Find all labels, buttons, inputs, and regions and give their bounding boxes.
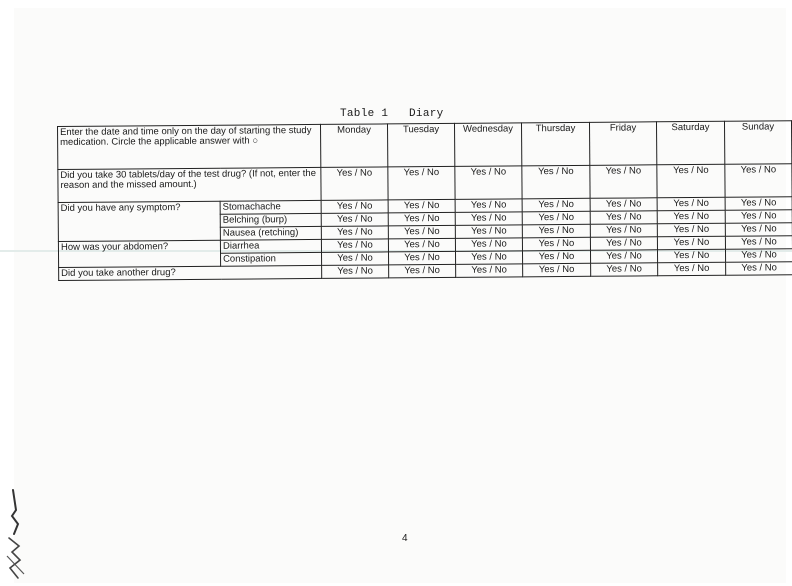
answer-cell[interactable]: Yes / No <box>725 236 792 250</box>
symptom-stomachache: Stomachache <box>220 200 321 214</box>
answer-cell[interactable]: Yes / No <box>522 250 590 264</box>
answer-cell[interactable]: Yes / No <box>522 211 590 225</box>
table-title: Table 1 Diary <box>340 108 444 120</box>
document-page <box>14 8 786 583</box>
answer-cell[interactable]: Yes / No <box>321 226 388 240</box>
answer-cell[interactable]: Yes / No <box>522 224 590 238</box>
tablets-question: Did you take 30 tablets/day of the test drug? (If not, enter the reason and the missed amount.) <box>58 167 321 202</box>
answer-cell[interactable]: Yes / No <box>591 263 658 277</box>
answer-cell[interactable]: Yes / No <box>388 238 455 252</box>
answer-cell[interactable]: Yes / No <box>657 249 725 263</box>
answer-cell[interactable]: Yes / No <box>590 165 657 199</box>
symptom-belching: Belching (burp) <box>220 213 321 227</box>
answer-cell[interactable]: Yes / No <box>388 199 455 213</box>
answer-cell[interactable]: Yes / No <box>658 262 726 276</box>
answer-cell[interactable]: Yes / No <box>388 225 455 239</box>
answer-cell[interactable]: Yes / No <box>657 210 725 224</box>
answer-cell[interactable]: Yes / No <box>725 249 792 263</box>
answer-cell[interactable]: Yes / No <box>322 252 389 266</box>
abdomen-diarrhea: Diarrhea <box>220 239 321 253</box>
answer-cell[interactable]: Yes / No <box>455 212 522 226</box>
answer-cell[interactable]: Yes / No <box>455 199 522 213</box>
answer-cell[interactable]: Yes / No <box>590 237 657 251</box>
answer-cell[interactable]: Yes / No <box>455 225 522 239</box>
answer-cell[interactable]: Yes / No <box>590 198 657 212</box>
instruction-cell: Enter the date and time only on the day of starting the study medication. Circle the applicable answer with ○ <box>58 124 321 169</box>
answer-cell[interactable]: Yes / No <box>522 165 590 199</box>
day-saturday: Saturday <box>656 121 724 165</box>
answer-cell[interactable]: Yes / No <box>321 239 388 253</box>
answer-cell[interactable]: Yes / No <box>321 213 388 227</box>
answer-cell[interactable]: Yes / No <box>725 197 792 211</box>
day-monday: Monday <box>320 124 387 168</box>
answer-cell[interactable]: Yes / No <box>321 167 388 201</box>
answer-cell[interactable]: Yes / No <box>322 265 389 279</box>
answer-cell[interactable]: Yes / No <box>725 164 792 198</box>
answer-cell[interactable]: Yes / No <box>726 262 792 276</box>
answer-cell[interactable]: Yes / No <box>388 251 455 265</box>
answer-cell[interactable]: Yes / No <box>523 263 591 277</box>
answer-cell[interactable]: Yes / No <box>455 251 522 265</box>
symptom-nausea: Nausea (retching) <box>220 226 321 240</box>
page-number: 4 <box>402 533 408 544</box>
answer-cell[interactable]: Yes / No <box>657 164 725 198</box>
abdomen-question: How was your abdomen? <box>58 240 220 267</box>
answer-cell[interactable]: Yes / No <box>389 264 456 278</box>
answer-cell[interactable]: Yes / No <box>522 198 590 212</box>
handwritten-mark <box>4 486 32 582</box>
diary-table <box>57 120 792 281</box>
answer-cell[interactable]: Yes / No <box>455 166 522 200</box>
answer-cell[interactable]: Yes / No <box>657 236 725 250</box>
abdomen-constipation: Constipation <box>221 252 322 266</box>
answer-cell[interactable]: Yes / No <box>522 237 590 251</box>
day-thursday: Thursday <box>521 122 589 166</box>
answer-cell[interactable]: Yes / No <box>657 223 725 237</box>
other-drug-question: Did you take another drug? <box>59 265 322 280</box>
answer-cell[interactable]: Yes / No <box>590 224 657 238</box>
answer-cell[interactable]: Yes / No <box>388 166 455 200</box>
answer-cell[interactable]: Yes / No <box>321 200 388 214</box>
answer-cell[interactable]: Yes / No <box>725 223 792 237</box>
answer-cell[interactable]: Yes / No <box>657 197 725 211</box>
symptom-question: Did you have any symptom? <box>58 201 220 241</box>
day-sunday: Sunday <box>724 121 791 165</box>
answer-cell[interactable]: Yes / No <box>725 210 792 224</box>
day-friday: Friday <box>589 122 656 166</box>
header-row <box>58 121 792 170</box>
day-tuesday: Tuesday <box>387 123 454 167</box>
answer-cell[interactable]: Yes / No <box>456 264 523 278</box>
day-wednesday: Wednesday <box>454 123 521 167</box>
answer-cell[interactable]: Yes / No <box>455 238 522 252</box>
answer-cell[interactable]: Yes / No <box>590 250 657 264</box>
answer-cell[interactable]: Yes / No <box>388 212 455 226</box>
answer-cell[interactable]: Yes / No <box>590 211 657 225</box>
